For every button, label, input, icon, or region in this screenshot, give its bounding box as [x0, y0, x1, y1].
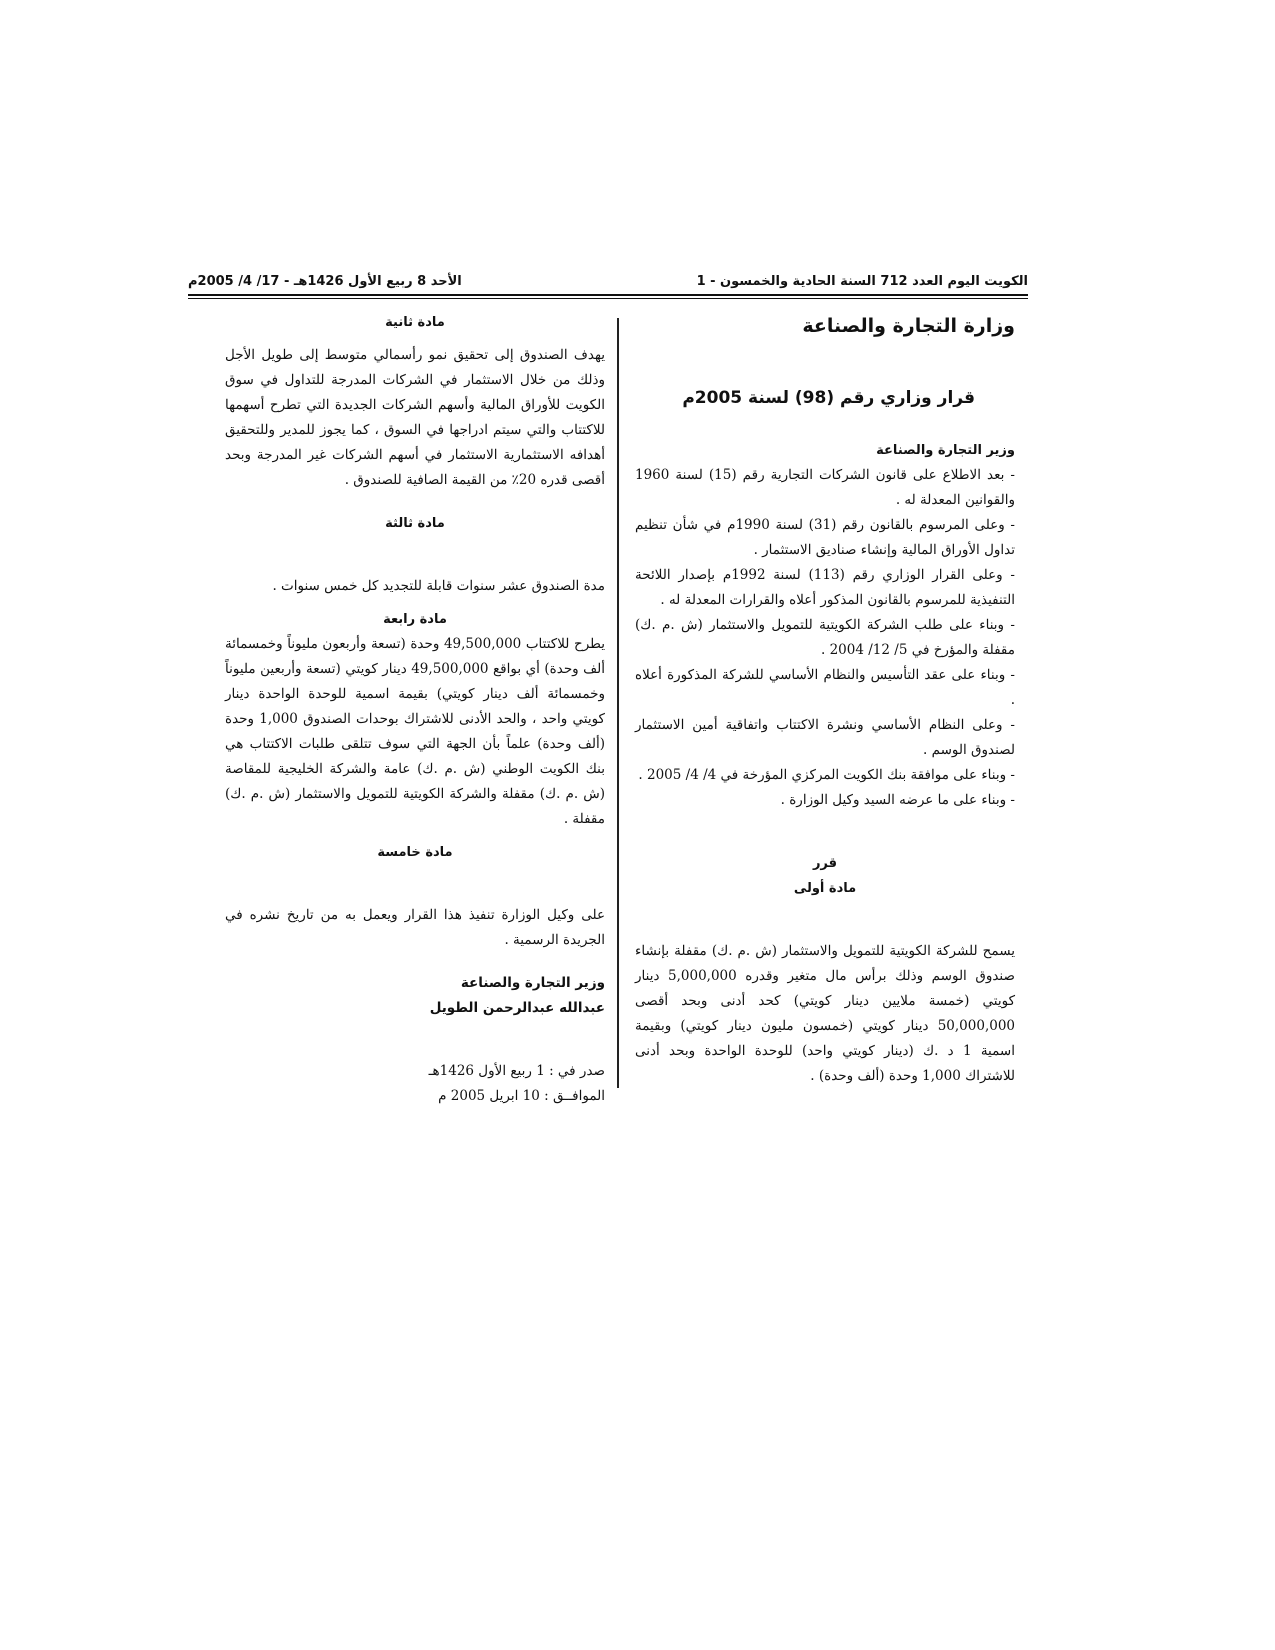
- signature-title: وزير التجارة والصناعة: [460, 975, 605, 991]
- header-date: الأحد 8 ربيع الأول 1426هـ - 17/ 4/ 2005م: [188, 274, 462, 289]
- article-text: على وكيل الوزارة تنفيذ هذا القرار ويعمل به من تاريخ نشره في الجريدة الرسمية .: [225, 907, 605, 948]
- ministry-title: وزارة التجارة والصناعة: [802, 315, 1015, 337]
- right-column: [635, 310, 1015, 1089]
- article-heading: مادة أولى: [793, 881, 857, 896]
- recital-item: - وبناء على عقد التأسيس والنظام الأساسي للشركة المذكورة أعلاه .: [635, 667, 1015, 708]
- recital-item: - وعلى المرسوم بالقانون رقم (31) لسنة 1990م في شأن تنظيم تداول الأوراق المالية وإنشاء صناديق الاستثمار .: [635, 517, 1015, 558]
- recital-item: - وعلى القرار الوزاري رقم (113) لسنة 1992م بإصدار اللائحة التنفيذية للمرسوم بالقانون المذكور أعلاه والقرارات المعدلة له .: [635, 567, 1015, 608]
- header-rule: [188, 294, 1028, 296]
- corresponding-date: الموافــق : 10 ابريل 2005 م: [438, 1088, 605, 1104]
- left-column: [225, 310, 605, 1109]
- header-issue-info: الكويت اليوم العدد 712 السنة الحادية والخمسون - 1: [696, 274, 1028, 289]
- article-text: يسمح للشركة الكويتية للتمويل والاستثمار (ش .م .ك) مقفلة بإنشاء صندوق الوسم وذلك برأس مال متغير وقدره 5,000,000 دينار كويتي (خمسة ملايين دينار كويتي) كحد أدنى وبحد أقصى 50,000,000 دينار كويتي (خمسون مليون دينار كويتي) وبقيمة اسمية 1 د .ك (دينار كويتي واحد) للوحدة الواحدة وبحد أدنى للاشتراك 1,000 وحدة (ألف وحدة) .: [635, 943, 1015, 1084]
- article-heading: مادة خامسة: [377, 845, 453, 860]
- recital-item: - بعد الاطلاع على قانون الشركات التجارية رقم (15) لسنة 1960 والقوانين المعدلة له .: [635, 467, 1015, 508]
- header-rule-thin: [188, 298, 1028, 299]
- recital-item: - وعلى النظام الأساسي ونشرة الاكتتاب واتفاقية أمين الاستثمار لصندوق الوسم .: [635, 717, 1015, 758]
- article-heading: مادة رابعة: [383, 612, 447, 627]
- recital-item: - وبناء على ما عرضه السيد وكيل الوزارة .: [780, 792, 1015, 808]
- article-text: يهدف الصندوق إلى تحقيق نمو رأسمالي متوسط إلى طويل الأجل وذلك من خلال الاستثمار في الشركات المدرجة للتداول في سوق الكويت للأوراق المالية وأسهم الشركات الجديدة التي تطرح أسهمها للاكتتاب والتي سيتم ادراجها في السوق ، كما يجوز للمدير وللتحقيق أهدافه الاستثمارية الاستثمار في أسهم الشركات غير المدرجة وبحد أقصى قدره 20٪ من القيمة الصافية للصندوق .: [225, 347, 605, 488]
- article-text: يطرح للاكتتاب 49,500,000 وحدة (تسعة وأربعون مليوناً وخمسمائة ألف وحدة) أي بواقع 49,500,000 دينار كويتي (تسعة وأربعين مليوناً وخمسمائة ألف دينار كويتي) بقيمة اسمية للوحدة الواحدة دينار كويتي واحد ، والحد الأدنى للاشتراك بوحدات الصندوق 1,000 وحدة (ألف وحدة) علماً بأن الجهة التي سوف تتلقى طلبات الاكتتاب هي بنك الكويت الوطني (ش .م .ك) عامة والشركة الخليجية للمقاصة (ش .م .ك) مقفلة والشركة الكويتية للتمويل والاستثمار (ش .م .ك) مقفلة .: [225, 636, 606, 827]
- recital-item: - وبناء على طلب الشركة الكويتية للتمويل والاستثمار (ش .م .ك) مقفلة والمؤرخ في 5/ 12/ 2004 .: [635, 617, 1015, 658]
- recital-item: - وبناء على موافقة بنك الكويت المركزي المؤرخة في 4/ 4/ 2005 .: [638, 767, 1015, 783]
- article-heading: مادة ثالثة: [385, 516, 445, 531]
- minister-heading: وزير التجارة والصناعة: [876, 443, 1015, 458]
- issued-date: صدر في : 1 ربيع الأول 1426هـ: [428, 1063, 605, 1079]
- article-heading: مادة ثانية: [385, 315, 445, 330]
- decision-title: قرار وزاري رقم (98) لسنة 2005م: [682, 388, 975, 408]
- signature-name: عبدالله عبدالرحمن الطويل: [429, 1000, 605, 1016]
- column-divider: [617, 318, 619, 1088]
- page-header: [188, 268, 1028, 294]
- article-text: مدة الصندوق عشر سنوات قابلة للتجديد كل خمس سنوات .: [272, 578, 605, 594]
- decided-heading: قرر: [812, 856, 838, 871]
